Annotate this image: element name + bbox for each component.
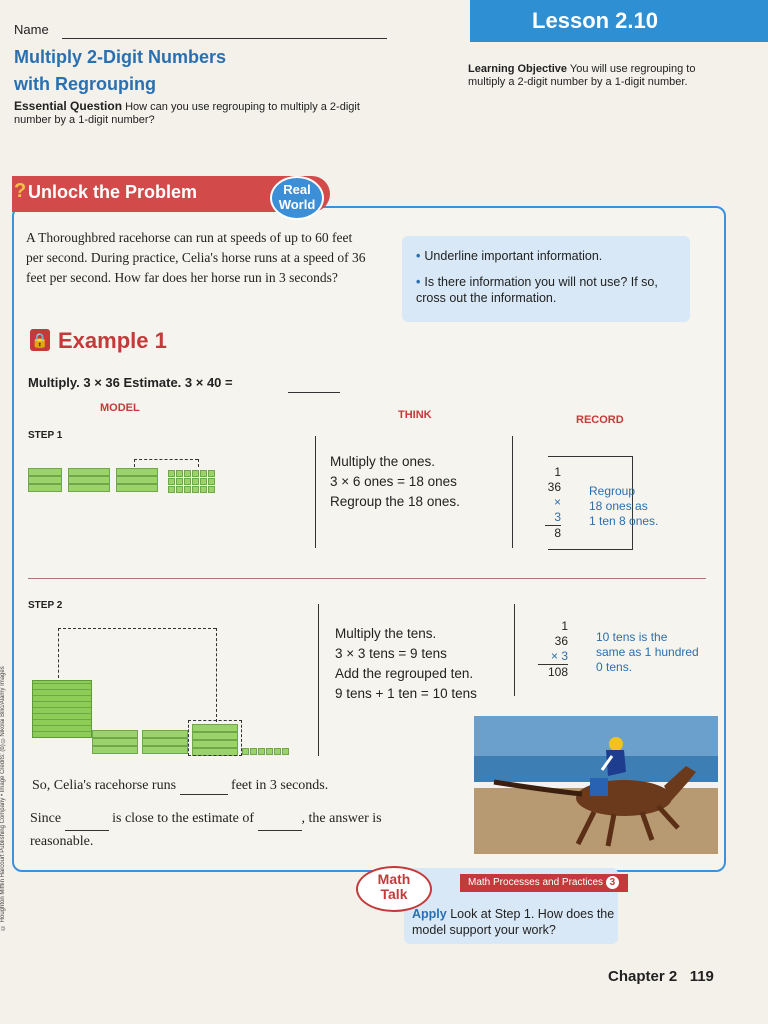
tip-item: • Underline important information. — [416, 249, 603, 263]
lo-label: Learning Objective — [468, 63, 568, 75]
step2-think — [335, 624, 477, 704]
tip-item: • Is there information you will not use? If so, cross out the information. — [416, 275, 658, 305]
chapter-label: Chapter 2 — [608, 968, 678, 985]
lo-text: You will use regrouping to multiply a 2-digit number by a 1-digit number. — [468, 63, 696, 88]
partial-result: 8 — [554, 526, 561, 540]
badge-line-2: World — [278, 197, 316, 212]
conclusion-1: So, Celia's racehorse runs feet in 3 seconds. — [32, 778, 329, 793]
problem-text: A Thoroughbred racehorse can run at speeds of up to 60 feet per second. During practice, Celia's horse runs at a speed of 36 feet per second. How far does her horse run in 3 seconds? — [26, 230, 366, 285]
real-world-badge — [270, 176, 324, 220]
conclusion-2: Since is close to the estimate of , the answer is reasonable. — [30, 808, 390, 853]
name-label: Name — [14, 22, 49, 37]
step1-record — [545, 465, 561, 541]
multiply-prompt: Multiply. 3 × 36 Estimate. 3 × 40 = — [28, 375, 233, 390]
step1-record-note: Regroup 18 ones as 1 ten 8 ones. — [589, 484, 659, 528]
step2-record-note: 10 tens is the same as 1 hundred 0 tens. — [596, 630, 699, 674]
step1-think — [330, 452, 460, 512]
page-number: 119 — [689, 968, 714, 985]
top-number: 36 — [547, 480, 561, 494]
multiplier: × 3 — [538, 649, 568, 665]
regrouped-ten-box — [188, 720, 242, 756]
unlock-title: Unlock the Problem — [28, 182, 198, 202]
step-divider — [28, 578, 706, 579]
step2-record — [538, 619, 568, 680]
apply-text: Look at Step 1. How does the model support your work? — [412, 907, 615, 937]
math-talk-bubble: Math Talk — [356, 866, 432, 912]
lesson-number: Lesson 2.10 — [532, 8, 658, 33]
lesson-title — [14, 44, 314, 98]
apply-label: Apply — [412, 907, 447, 921]
top-number: 36 — [554, 634, 568, 648]
lesson-banner — [470, 0, 768, 42]
learning-objective — [468, 63, 728, 89]
hundred-flat — [32, 680, 92, 738]
model-header: MODEL — [100, 402, 140, 414]
eq-text: How can you use regrouping to multiply a 2-digit number by a 1-digit number? — [14, 101, 360, 126]
example-title: Example 1 — [58, 328, 167, 353]
think-line: Multiply the ones. — [330, 454, 436, 469]
regroup-digit: 1 — [554, 465, 561, 479]
tips-box — [402, 236, 690, 322]
title-line-2: with Regrouping — [14, 74, 156, 94]
think-line: Add the regrouped ten. — [335, 666, 474, 681]
product: 108 — [547, 665, 568, 679]
answer-blank[interactable] — [65, 808, 109, 831]
question-mark-icon: ? — [14, 180, 27, 202]
distance-blank[interactable] — [180, 778, 228, 795]
practice-number: 3 — [606, 876, 619, 889]
think-line: 3 × 6 ones = 18 ones — [330, 474, 457, 489]
eq-label: Essential Question — [14, 99, 123, 113]
math-practices-bar: Math Processes and Practices 3 — [460, 874, 628, 892]
apply-prompt — [412, 906, 618, 938]
think-line: 3 × 3 tens = 9 tens — [335, 646, 447, 661]
racehorse-photo — [474, 716, 718, 854]
think-header: THINK — [398, 409, 432, 421]
step-1-label: STEP 1 — [28, 430, 63, 441]
badge-line-1: Real — [283, 182, 311, 197]
think-line: Regroup the 18 ones. — [330, 494, 460, 509]
think-line: Multiply the tens. — [335, 626, 437, 641]
record-header: RECORD — [576, 414, 624, 426]
estimate-blank[interactable] — [288, 392, 340, 393]
lock-icon: 🔒 — [30, 329, 50, 351]
step-2-label: STEP 2 — [28, 600, 63, 611]
image-credits: © Houghton Mifflin Harcourt Publishing Company • Image Credits: (b) ©Nikolai Bilic/Alamy Images — [0, 666, 6, 930]
think-line: 9 tens + 1 ten = 10 tens — [335, 686, 477, 701]
name-line[interactable] — [62, 38, 387, 39]
step1-base-ten-model — [28, 466, 233, 496]
page-footer — [608, 968, 714, 985]
regroup-digit: 1 — [561, 619, 568, 633]
multiplier: × 3 — [545, 495, 561, 526]
title-line-1: Multiply 2-Digit Numbers — [14, 47, 227, 67]
essential-question — [14, 100, 394, 127]
estimate-answer-blank[interactable] — [258, 808, 302, 831]
